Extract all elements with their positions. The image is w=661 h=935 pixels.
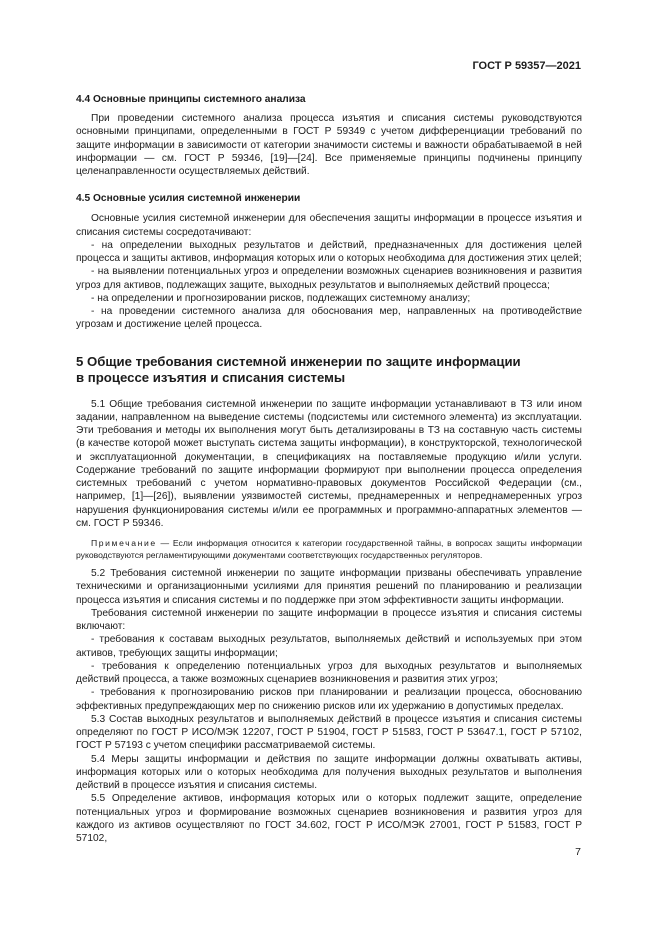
section-4-5-body xyxy=(76,212,582,331)
section-4-4-title: 4.4 Основные принципы системного анализа xyxy=(76,94,306,105)
section-5-body xyxy=(76,398,582,846)
section-5-title-line-2: в процессе изъятия и списания системы xyxy=(76,370,346,385)
section-4-5-title: 4.5 Основные усилия системной инженерии xyxy=(76,193,301,205)
list-item: - на определении выходных результатов и действий, предназначенных для достижения целей процесса и защиты активов, информация которых или о которых необходима для достижения этих целей; xyxy=(76,239,582,264)
document-body xyxy=(76,93,582,845)
document-number: ГОСТ Р 59357—2021 xyxy=(472,60,581,72)
section-5-title xyxy=(76,354,582,387)
note-text: — Если информация относится к категории государственной тайны, в вопросах защиты информации руководствуются регламентирующими документами соответствующих государственных регуляторов. xyxy=(76,538,582,560)
list-item: - требования к прогнозированию рисков при планировании и реализации процесса, обоснованию эффективных предупреждающих мер по снижению рисков или их удержанию в допустимых пределах. xyxy=(76,687,582,712)
paragraph: 5.5 Определение активов, информация которых или о которых подлежит защите, определение потенциальных угроз и формирование возможных сценариев возникновения и развития угроз для каждого из активов осуществляют по ГОСТ 34.602, ГОСТ Р ИСО/МЭК 27001, ГОСТ Р 51583, ГОСТ Р 57102, xyxy=(76,793,582,844)
list-item: - на проведении системного анализа для обоснования мер, направленных на противодействие угрозам и достижение целей процесса. xyxy=(76,306,582,331)
section-5-title-line-1: 5 Общие требования системной инженерии по защите информации xyxy=(76,353,521,369)
paragraph: 5.2 Требования системной инженерии по защите информации призваны обеспечивать управление техническими и организационными усилиями для принятия решений по планированию и реализации процесса изъятия и списания системы и по поддержке при этом эффективности защиты информации. xyxy=(76,568,582,606)
paragraph: 5.1 Общие требования системной инженерии по защите информации устанавливают в ТЗ или ином задании, направленном на выведение системы (подсистемы или системного элемента) из эксплуатации. Эти требования и методы их выполнения могут быть детализированы в ТЗ на составную часть системы (в качестве которой может выступать система защиты информации), в конструкторской, технологической и эксплуатационной документации, в спецификациях на поставляемые продукцию и/или услуги. Содержание требований по защите информации формируют при выполнении процесса определения системных требований с учетом нормативно-правовых документов Российской Федерации (см., например, [1]—[26]), выявлении уязвимостей системы, преднамеренных и непреднамеренных угроз нарушения функционирования системы и/или ее программных и программно-аппаратных элементов — см. ГОСТ Р 59346. xyxy=(76,398,582,529)
paragraph: Основные усилия системной инженерии для обеспечения защиты информации в процессе изъятия и списания системы сосредотачивают: xyxy=(76,213,582,238)
note-label: Примечание xyxy=(91,538,157,548)
list-item: - требования к определению потенциальных угроз для выходных результатов и выполняемых действий процесса, а также возможных сценариев возникновения и развития этих угроз; xyxy=(76,660,582,685)
paragraph: Требования системной инженерии по защите информации в процессе изъятия и списания системы включают: xyxy=(76,607,582,632)
paragraph: 5.3 Состав выходных результатов и выполняемых действий в процессе изъятия и списания системы определяют по ГОСТ Р ИСО/МЭК 12207, ГОСТ Р 51904, ГОСТ Р 51583, ГОСТ Р 53647.1, ГОСТ Р 57102, ГОСТ Р 57193 с учетом специфики рассматриваемой системы. xyxy=(76,713,582,752)
list-item: - на определении и прогнозировании рисков, подлежащих системному анализу; xyxy=(91,292,471,304)
section-4-4-body xyxy=(76,112,582,178)
page-number: 7 xyxy=(575,846,581,858)
note xyxy=(76,537,582,561)
paragraph: 5.4 Меры защиты информации и действия по защите информации должны охватывать активы, информация которых или о которых необходима для получения выходных результатов и выполнения действий в процессе изъятия и списания системы. xyxy=(76,753,582,791)
list-item: - на выявлении потенциальных угроз и определении возможных сценариев возникновения и развития угроз для активов, подлежащих защите, выходных результатов и выполняемых действий процесса; xyxy=(76,266,582,291)
list-item: - требования к составам выходных результатов, выполняемых действий и используемых при этом активов, требующих защиты информации; xyxy=(76,634,582,659)
paragraph: При проведении системного анализа процесса изъятия и списания системы руководствуются основными принципами, определенными в ГОСТ Р 59349 с учетом дифференциации требований по защите информации в зависимости от категории значимости системы и важности обрабатываемой в ней информации — см. ГОСТ Р 59346, [19]—[24]. Все применяемые принципы подчинены принципу целенаправленности осуществляемых действий. xyxy=(76,113,582,177)
